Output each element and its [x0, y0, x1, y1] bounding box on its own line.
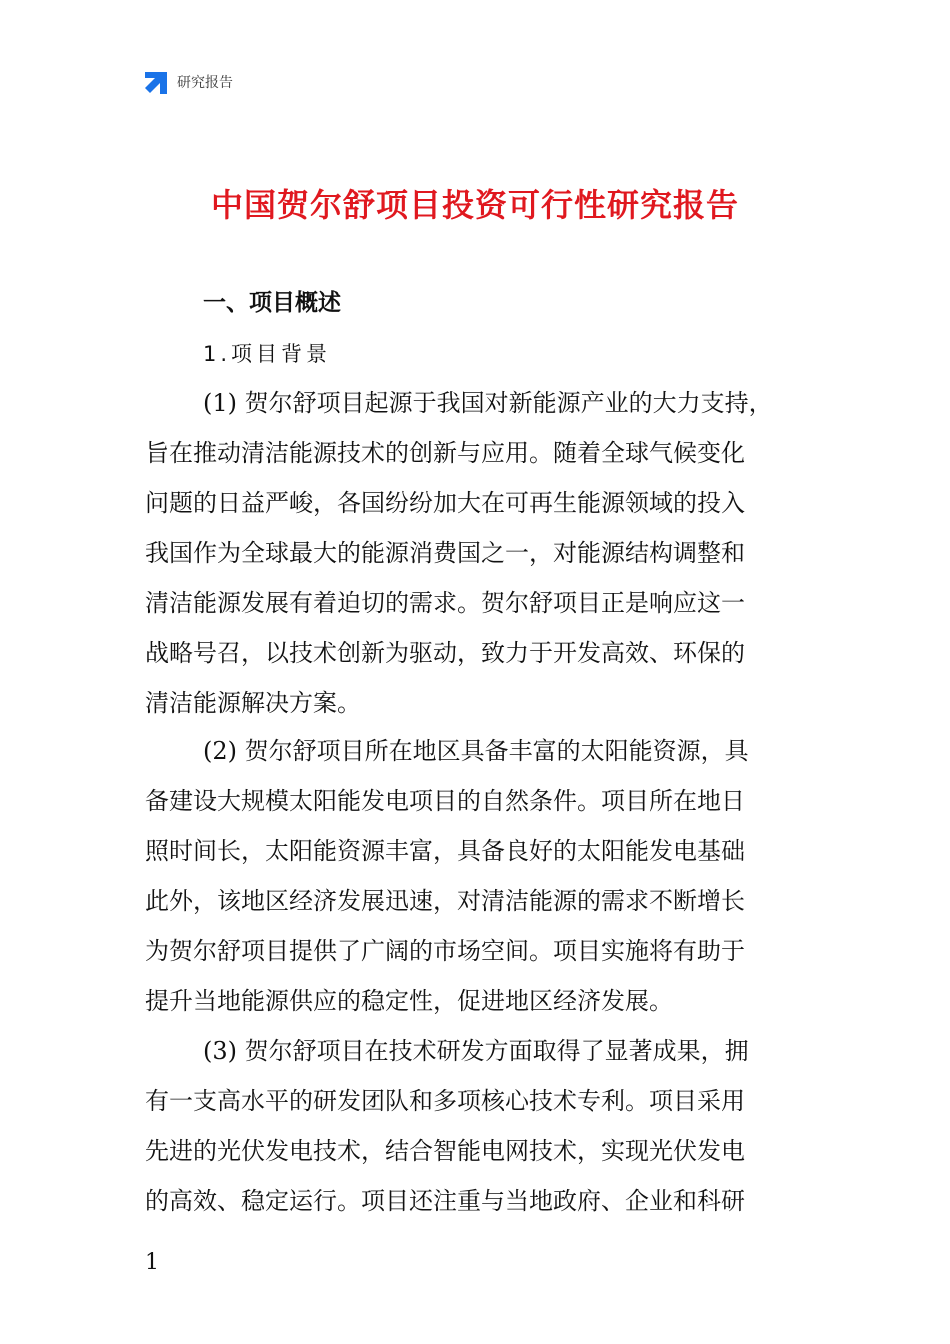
- section-heading: 一、项目概述: [203, 290, 341, 316]
- paragraph-line: 此外，该地区经济发展迅速，对清洁能源的需求不断增长: [145, 887, 745, 915]
- paragraph-line: 的高效、稳定运行。项目还注重与当地政府、企业和科研: [145, 1187, 745, 1215]
- paragraph-line: 有一支高水平的研发团队和多项核心技术专利。项目采用: [145, 1087, 745, 1115]
- paragraph-line: (3) 贺尔舒项目在技术研发方面取得了显著成果，拥: [203, 1037, 749, 1065]
- paragraph-line: 先进的光伏发电技术，结合智能电网技术，实现光伏发电: [145, 1137, 745, 1165]
- page-number: 1: [145, 1250, 159, 1275]
- arrow-logo-icon: [143, 69, 169, 95]
- paragraph-line: 战略号召，以技术创新为驱动，致力于开发高效、环保的: [145, 639, 745, 667]
- paragraph-line: 提升当地能源供应的稳定性，促进地区经济发展。: [145, 987, 673, 1015]
- document-title: 中国贺尔舒项目投资可行性研究报告: [210, 186, 739, 224]
- paragraph-line: (2) 贺尔舒项目所在地区具备丰富的太阳能资源，具: [203, 737, 749, 765]
- page-header: [143, 68, 233, 96]
- paragraph-line: 问题的日益严峻，各国纷纷加大在可再生能源领域的投入: [145, 489, 745, 517]
- paragraph-line: 备建设大规模太阳能发电项目的自然条件。项目所在地日: [145, 787, 745, 815]
- sub-heading: 1.项目背景: [203, 342, 332, 366]
- paragraph-line: 我国作为全球最大的能源消费国之一，对能源结构调整和: [145, 539, 745, 567]
- paragraph-line: 清洁能源解决方案。: [145, 689, 361, 717]
- paragraph-line: 旨在推动清洁能源技术的创新与应用。随着全球气候变化: [145, 439, 745, 467]
- paragraph-line: 为贺尔舒项目提供了广阔的市场空间。项目实施将有助于: [145, 937, 745, 965]
- paragraph-line: 清洁能源发展有着迫切的需求。贺尔舒项目正是响应这一: [145, 589, 745, 617]
- paragraph-line: 照时间长，太阳能资源丰富，具备良好的太阳能发电基础: [145, 837, 745, 865]
- header-label: 研究报告: [177, 75, 233, 91]
- paragraph-line: (1) 贺尔舒项目起源于我国对新能源产业的大力支持，: [203, 389, 773, 417]
